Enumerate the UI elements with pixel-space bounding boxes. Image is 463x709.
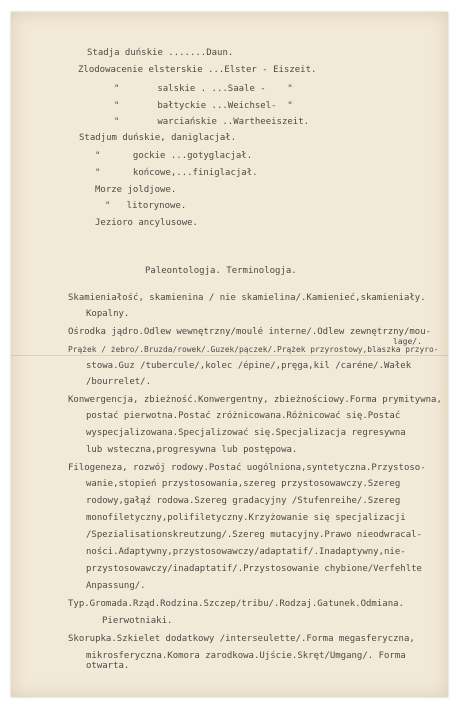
paper-fold [11,355,448,356]
paleo-line: Filogeneza, rozwój rodowy.Postać uogólniona,syntetyczna.Przystoso- [68,463,426,473]
paleo-line: /bourrelet/. [86,377,152,387]
paleo-line: przystosowawczy/inadaptatif/.Przystosowanie chybione/Verfehlte [86,564,422,574]
paleo-line: stowa.Guz /tubercule/,kolec /épine/,pręga,kil /caréne/.Wałek [86,361,412,371]
stages-line: " końcowe,...finiglacjał. [95,168,258,178]
stages-line: " gockie ...gotyglacjał. [95,151,253,161]
paleo-line: Prążek / żebro/.Bruzda/rowek/.Guzek/pączek/.Prążek przyrostowy,blaszka przyro- [68,345,439,354]
paleo-line: Konwergencja, zbieżność.Konwergentny, zbieżnościowy.Forma prymitywna, [68,395,442,405]
stages-line: Jezioro ancylusowe. [95,218,198,228]
paleo-line: wyspecjalizowana.Specjalizować się.Specjalizacja regresywna [86,428,406,438]
paleo-line: Typ.Gromada.Rząd.Rodzina.Szczep/tribu/.Rodzaj.Gatunek.Odmiana. [68,599,404,609]
paleo-line: Ośrodka jądro.Odlew wewnętrzny/moulé interne/.Odlew zewnętrzny/mou- [68,327,432,337]
stages-line: Stadjum duńskie, daniglacjał. [79,133,237,143]
paleo-line: Skorupka.Szkielet dodatkowy /interseulette/.Forma megasferyczna, [68,634,415,644]
stages-line: " bałtyckie ...Weichsel- " [114,101,293,111]
paleo-line: wanie,stopień przystosowania,szereg przystosowawczy.Szereg [86,479,401,489]
paleo-line: rodowy,gałąź rodowa.Szereg gradacyjny /Stufenreihe/.Szereg [86,496,401,506]
section-heading: Paleontologja. Terminologja. [145,266,297,276]
paleo-line: otwarta. [86,661,130,671]
paleo-line: ności.Adaptywny,przystosowawczy/adaptatif/.Inadaptywny,nie- [86,547,406,557]
paleo-line: mikrosferyczna.Komora zarodkowa.Ujście.Skręt/Umgang/. Forma [86,651,406,661]
paleo-line: Kopalny. [86,309,130,319]
paleo-line: monofiletyczny,polifiletyczny.Krzyżowanie się specjalizacji [86,513,406,523]
paleo-line: lub wsteczna,progresywna lub postępowa. [86,445,298,455]
paleo-line: lage/. [393,337,422,346]
stages-line: " salskie . ...Saale - " [114,84,293,94]
paleo-line: /Spezialisationskreutzung/.Szereg mutacyjny.Prawo nieodwracal- [86,530,422,540]
stages-line: Zlodowacenie elsterskie ...Elster - Eiszeit. [78,65,317,75]
paleo-line: postać pierwotna.Postać zróżnicowana.Różnicować się.Postać [86,411,401,421]
stages-line: Stadja duńskie .......Daun. [87,48,234,58]
stages-line: Morze joldjowe. [95,185,177,195]
paleo-line: Skamieniałość, skamienina / nie skamielina/.Kamienieć,skamieniały. [68,293,426,303]
stages-line: " litorynowe. [105,201,187,211]
paleo-line: Pierwotniaki. [102,616,173,626]
paleo-line: Anpassung/. [86,581,146,591]
stages-line: " warciańskie ..Wartheeiszeit. [114,117,310,127]
